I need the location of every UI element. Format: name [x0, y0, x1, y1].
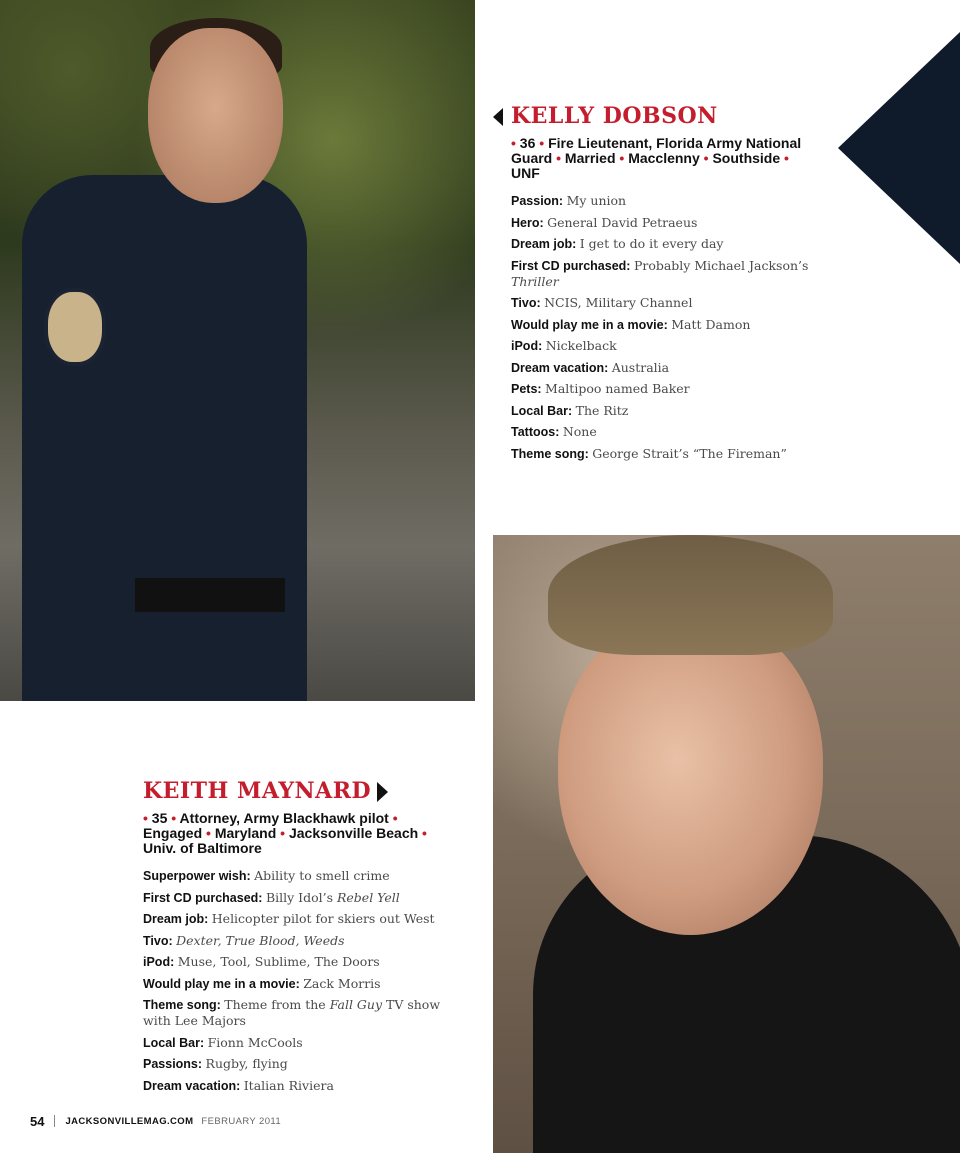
- fact-value-italic: Thriller: [511, 273, 559, 289]
- profile-facts: [143, 868, 448, 1094]
- fact-label: First CD purchased:: [511, 258, 634, 273]
- fact-label: Tivo:: [143, 933, 177, 948]
- fact-item: [143, 1056, 448, 1072]
- fact-item: [143, 976, 448, 992]
- fact-value-text: Zack Morris: [303, 975, 381, 991]
- fact-value-text: General David Petraeus: [547, 214, 698, 230]
- summary-item: 36: [519, 135, 536, 151]
- summary-item: Maryland: [214, 825, 277, 841]
- profile-facts: [511, 193, 811, 462]
- fact-value: [544, 295, 692, 310]
- fact-value-text: None: [562, 424, 597, 439]
- fact-value-text: Helicopter pilot for skiers out West: [211, 911, 435, 926]
- fact-label: Theme song:: [511, 446, 593, 461]
- fact-value: [563, 424, 597, 439]
- page-number: 54: [30, 1113, 45, 1129]
- fact-value: [266, 890, 400, 905]
- fact-label: Tivo:: [511, 296, 545, 310]
- fact-value-text: NCIS, Military Channel: [544, 295, 693, 310]
- fact-value: [176, 933, 344, 948]
- fact-label: Passion:: [511, 194, 567, 208]
- fact-value-text: George Strait’s “The Fireman”: [592, 445, 787, 461]
- fact-label: Tattoos:: [511, 425, 563, 439]
- hair: [548, 535, 833, 655]
- face: [148, 28, 283, 203]
- bullet: •: [276, 825, 289, 841]
- fact-value: [206, 1056, 288, 1071]
- bullet: •: [418, 825, 427, 841]
- fact-value-text: TV show with Lee Majors: [143, 997, 441, 1028]
- decorative-triangle: [838, 32, 960, 264]
- fact-value-text: Matt Damon: [671, 316, 751, 332]
- bullet: •: [552, 150, 565, 166]
- left-arrow-icon: [493, 108, 503, 126]
- fact-item: [511, 403, 811, 419]
- page-footer: [30, 1113, 281, 1129]
- profile-kelly-dobson: [511, 102, 811, 467]
- fact-item: [511, 424, 811, 440]
- fact-value-text: The Ritz: [575, 402, 629, 418]
- right-arrow-icon: [377, 782, 388, 802]
- fact-label: Dream job:: [143, 912, 212, 926]
- profile-summary: [143, 811, 448, 856]
- profile-summary: [511, 136, 811, 181]
- photo-kelly-dobson: [0, 0, 475, 701]
- fact-value: [671, 317, 750, 332]
- photo-keith-maynard: [493, 535, 960, 1153]
- bullet: •: [202, 825, 215, 841]
- fact-value-italic: Fall Guy: [329, 997, 383, 1012]
- fact-label: Dream vacation:: [143, 1078, 244, 1093]
- bullet: •: [615, 150, 629, 166]
- fact-value: [208, 1035, 303, 1050]
- summary-item: Engaged: [143, 825, 203, 841]
- summary-item: Southside: [712, 150, 781, 166]
- summary-item: Married: [564, 150, 616, 166]
- fact-value-text: My union: [566, 193, 627, 208]
- summary-item: Attorney, Army Blackhawk pilot: [179, 810, 389, 826]
- fact-item: [511, 360, 811, 376]
- fact-item: [511, 446, 811, 462]
- bullet: •: [167, 810, 180, 826]
- fact-value-text: Nickelback: [545, 338, 617, 353]
- shoulder-patch: [44, 288, 106, 366]
- fact-item: [143, 890, 448, 906]
- summary-item: Macclenny: [628, 150, 700, 166]
- fact-item: [143, 1035, 448, 1051]
- fact-value: [244, 1078, 334, 1093]
- fact-item: [511, 295, 811, 311]
- bullet: •: [535, 135, 549, 151]
- summary-item: Univ. of Baltimore: [143, 840, 262, 856]
- fact-value: [546, 338, 617, 353]
- summary-item: Jacksonville Beach: [288, 825, 419, 841]
- face: [558, 615, 823, 935]
- belt: [135, 578, 285, 612]
- fact-value-text: Muse, Tool, Sublime, The Doors: [177, 954, 380, 969]
- fact-item: [511, 193, 811, 209]
- fact-label: Would play me in a movie:: [511, 317, 672, 332]
- summary-item: 35: [151, 810, 168, 826]
- bullet: •: [511, 135, 520, 151]
- fact-value-text: Billy Idol’s: [265, 889, 337, 905]
- fact-label: Would play me in a movie:: [143, 976, 304, 991]
- uniform-figure: [22, 175, 307, 701]
- bullet: •: [388, 810, 398, 826]
- bullet: •: [780, 150, 789, 166]
- fact-label: Local Bar:: [511, 403, 576, 418]
- fact-value-text: Fionn McCools: [207, 1034, 303, 1050]
- fact-value: [212, 911, 435, 926]
- fact-label: Local Bar:: [143, 1035, 208, 1050]
- fact-label: iPod:: [511, 339, 546, 353]
- fact-item: [143, 933, 448, 949]
- fact-value-text: Australia: [611, 359, 670, 375]
- fact-value: [576, 403, 629, 418]
- fact-value: [254, 868, 389, 883]
- fact-value: [612, 360, 669, 375]
- fact-value-text: Italian Riviera: [243, 1077, 334, 1093]
- fact-value-text: Rugby, flying: [205, 1056, 288, 1071]
- fact-label: First CD purchased:: [143, 890, 266, 905]
- fact-item: [143, 997, 448, 1029]
- fact-value-text: Probably Michael Jackson’s: [633, 257, 809, 273]
- fact-value-text: Ability to smell crime: [254, 868, 390, 883]
- summary-item: UNF: [511, 165, 540, 181]
- profile-name-text: KEITH MAYNARD: [143, 778, 372, 804]
- fact-item: [511, 258, 811, 290]
- footer-divider: [54, 1115, 55, 1127]
- profile-name: KELLY DOBSON: [511, 103, 718, 129]
- footer-date: FEBRUARY 2011: [201, 1115, 282, 1127]
- fact-label: Pets:: [511, 382, 546, 396]
- footer-site: JACKSONVILLEMAG.COM: [65, 1115, 194, 1127]
- fact-label: Passions:: [143, 1057, 206, 1071]
- fact-item: [511, 381, 811, 397]
- summary-item: Fire Lieutenant, Florida Army National Guard: [511, 135, 802, 166]
- fact-value: [567, 193, 627, 208]
- fact-value: [547, 215, 697, 230]
- fact-item: [143, 911, 448, 927]
- bullet: •: [143, 810, 152, 826]
- fact-value: [580, 236, 724, 251]
- profile-name: [143, 777, 448, 805]
- fact-value-text: Theme from the: [224, 997, 330, 1012]
- fact-item: [511, 215, 811, 231]
- fact-label: iPod:: [143, 955, 178, 969]
- fact-label: Superpower wish:: [143, 869, 255, 883]
- fact-value: [178, 954, 380, 969]
- fact-value-text: I get to do it every day: [579, 236, 724, 251]
- profile-keith-maynard: [143, 777, 448, 1099]
- fact-value: [303, 976, 380, 991]
- fact-item: [511, 338, 811, 354]
- fact-item: [143, 1078, 448, 1094]
- fact-item: [143, 954, 448, 970]
- fact-item: [511, 236, 811, 252]
- fact-value-text: Maltipoo named Baker: [545, 381, 690, 396]
- fact-value-italic: Rebel Yell: [336, 889, 400, 905]
- fact-value-italic: Dexter, True Blood, Weeds: [176, 932, 345, 948]
- fact-label: Theme song:: [143, 998, 225, 1012]
- fact-label: Dream vacation:: [511, 360, 612, 375]
- fact-value: [592, 446, 787, 461]
- fact-label: Hero:: [511, 215, 548, 230]
- bullet: •: [699, 150, 713, 166]
- fact-item: [511, 317, 811, 333]
- fact-label: Dream job:: [511, 237, 580, 251]
- fact-item: [143, 868, 448, 884]
- fact-value: [545, 381, 690, 396]
